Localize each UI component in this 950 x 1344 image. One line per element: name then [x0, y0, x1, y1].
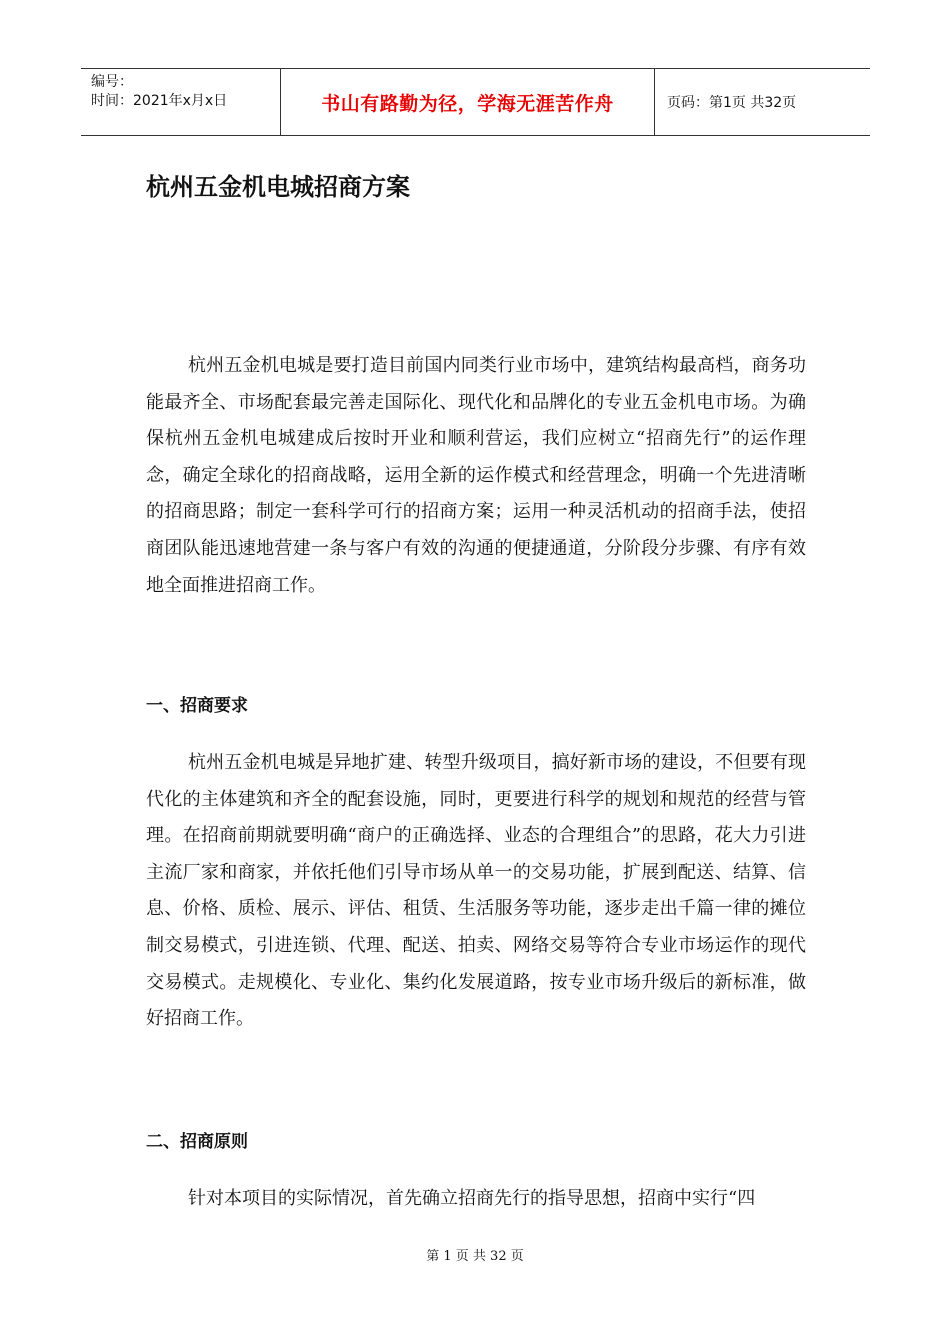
section-paragraph-requirements: 杭州五金机电城是异地扩建、转型升级项目，搞好新市场的建设，不但要有现代化的主体建筑和齐全的配套设施，同时，更要进行科学的规划和规范的经营与管理。在招商前期就要明确“商户的正确选择、业态的合理组合”的思路，花大力引进主流厂家和商家，并依托他们引导市场从单一的交易功能，扩展到配送、结算、信息、价格、质检、展示、评估、租赁、生活服务等功能，逐步走出千篇一律的摊位制交易模式，引进连锁、代理、配送、拍卖、网络交易等符合专业市场运作的现代交易模式。走规模化、专业化、集约化发展道路，按专业市场升级后的新标准，做好招商工作。 — [146, 752, 806, 1030]
section-heading-requirements: 一、招商要求 — [146, 696, 248, 716]
intro-paragraph: 杭州五金机电城是要打造目前国内同类行业市场中，建筑结构最高档，商务功能最齐全、市场配套最完善走国际化、现代化和品牌化的专业五金机电市场。为确保杭州五金机电城建成后按时开业和顺利营运，我们应树立“招商先行”的运作理念，确定全球化的招商战略，运用全新的运作模式和经营理念，明确一个先进清晰的招商思路；制定一套科学可行的招商方案；运用一种灵活机动的招商手法，使招商团队能迅速地营建一条与客户有效的沟通的便捷通道，分阶段分步骤、有序有效地全面推进招商工作。 — [146, 355, 806, 596]
section-paragraph-principles: 针对本项目的实际情况，首先确立招商先行的指导思想，招商中实行“四 — [188, 1188, 756, 1209]
document-header — [81, 68, 870, 136]
section-heading-principles: 二、招商原则 — [146, 1132, 248, 1152]
header-meta — [81, 69, 281, 135]
header-motto: 书山有路勤为径，学海无涯苦作舟 — [281, 69, 655, 135]
page-footer: 第 1 页 共 32 页 — [426, 1249, 524, 1264]
header-page-info: 页码：第1页 共32页 — [667, 95, 797, 111]
document-title: 杭州五金机电城招商方案 — [146, 173, 410, 201]
document-date-label: 时间：2021年x月x日 — [91, 93, 228, 109]
document-number-label: 编号： — [91, 74, 133, 90]
